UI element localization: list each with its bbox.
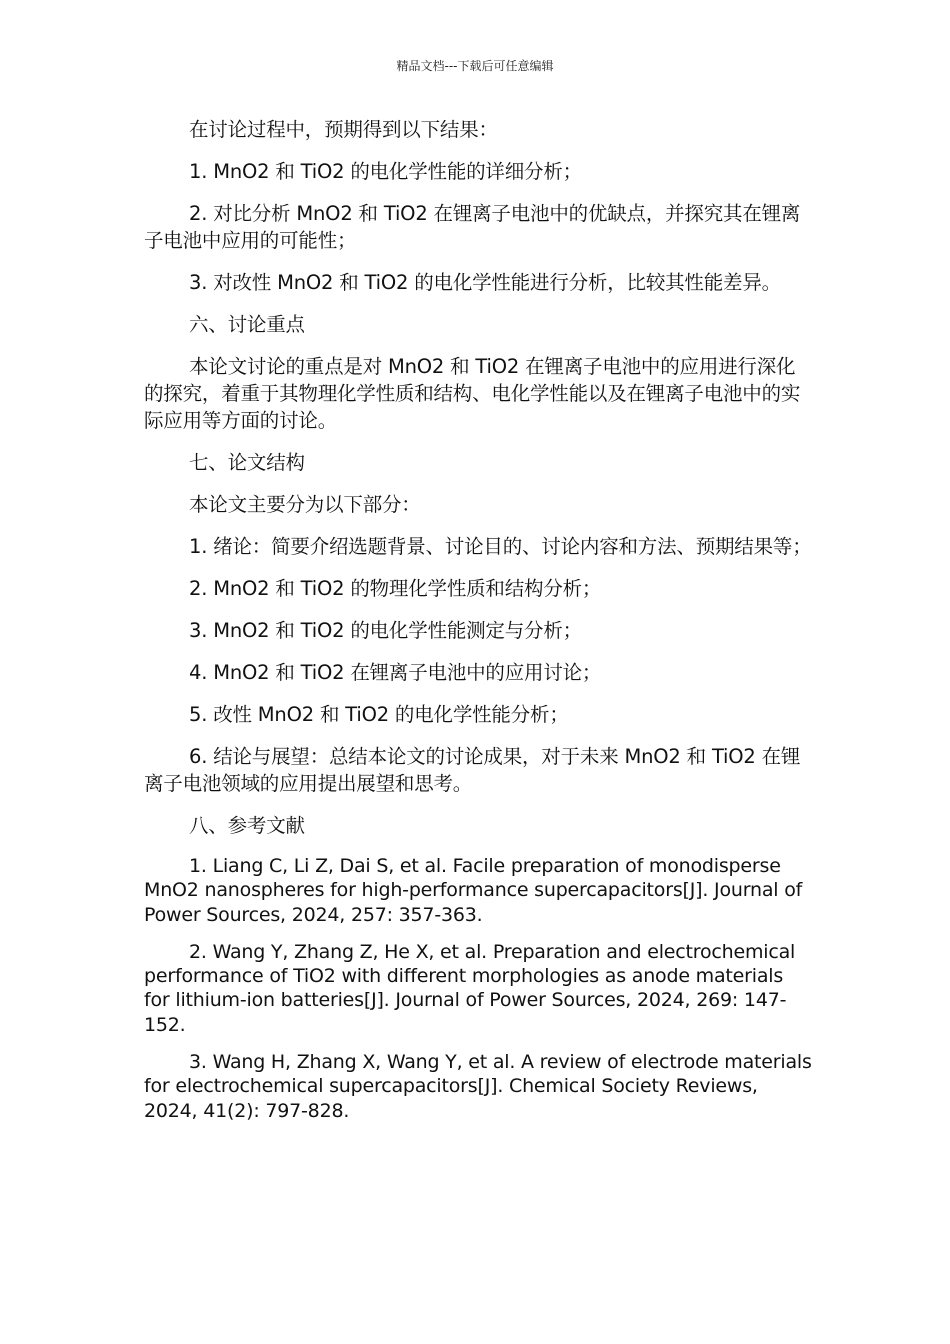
expected-result-item: 2. 对比分析 MnO2 和 TiO2 在锂离子电池中的优缺点，并探究其在锂离子电池中应用的可能性； — [144, 202, 801, 252]
focus-paragraph: 本论文讨论的重点是对 MnO2 和 TiO2 在锂离子电池中的应用进行深化的探究，着重于其物理化学性质和结构、电化学性能以及在锂离子电池中的实际应用等方面的讨论。 — [144, 355, 801, 432]
structure-item: 5. 改性 MnO2 和 TiO2 的电化学性能分析； — [189, 703, 569, 726]
document-body — [144, 116, 814, 1136]
section-heading-structure: 七、论文结构 — [189, 451, 305, 474]
page-header: 精品文档---下载后可任意编辑 — [396, 59, 554, 73]
structure-item: 1. 绪论：简要介绍选题背景、讨论目的、讨论内容和方法、预期结果等； — [189, 535, 812, 558]
expected-result-item: 3. 对改性 MnO2 和 TiO2 的电化学性能进行分析，比较其性能差异。 — [189, 271, 781, 294]
structure-intro: 本论文主要分为以下部分： — [189, 493, 421, 516]
reference-item: 1. Liang C, Li Z, Dai S, et al. Facile preparation of monodisperse MnO2 nanospheres for high-performance supercapacitors[J]. Journal of Power Sources, 2024, 257: 357-363. — [144, 855, 803, 926]
reference-item: 2. Wang Y, Zhang Z, He X, et al. Preparation and electrochemical performance of TiO2 with different morphologies as anode materials for lithium-ion batteries[J]. Journal of Power Sources, 2024, 269: 147-152. — [144, 940, 796, 1036]
expected-result-item: 1. MnO2 和 TiO2 的电化学性能的详细分析； — [189, 160, 582, 183]
section-heading-focus: 六、讨论重点 — [189, 313, 305, 336]
section-heading-references: 八、参考文献 — [189, 814, 305, 837]
reference-item: 3. Wang H, Zhang X, Wang Y, et al. A review of electrode materials for electrochemical supercapacitors[J]. Chemical Society Reviews, 2024, 41(2): 797-828. — [144, 1051, 812, 1122]
structure-item: 2. MnO2 和 TiO2 的物理化学性质和结构分析； — [189, 577, 602, 600]
structure-item: 3. MnO2 和 TiO2 的电化学性能测定与分析； — [189, 619, 582, 642]
structure-item: 6. 结论与展望：总结本论文的讨论成果，对于未来 MnO2 和 TiO2 在锂离子电池领域的应用提出展望和思考。 — [144, 745, 801, 795]
expected-results-intro: 在讨论过程中，预期得到以下结果： — [189, 118, 498, 141]
structure-item: 4. MnO2 和 TiO2 在锂离子电池中的应用讨论； — [189, 661, 602, 684]
